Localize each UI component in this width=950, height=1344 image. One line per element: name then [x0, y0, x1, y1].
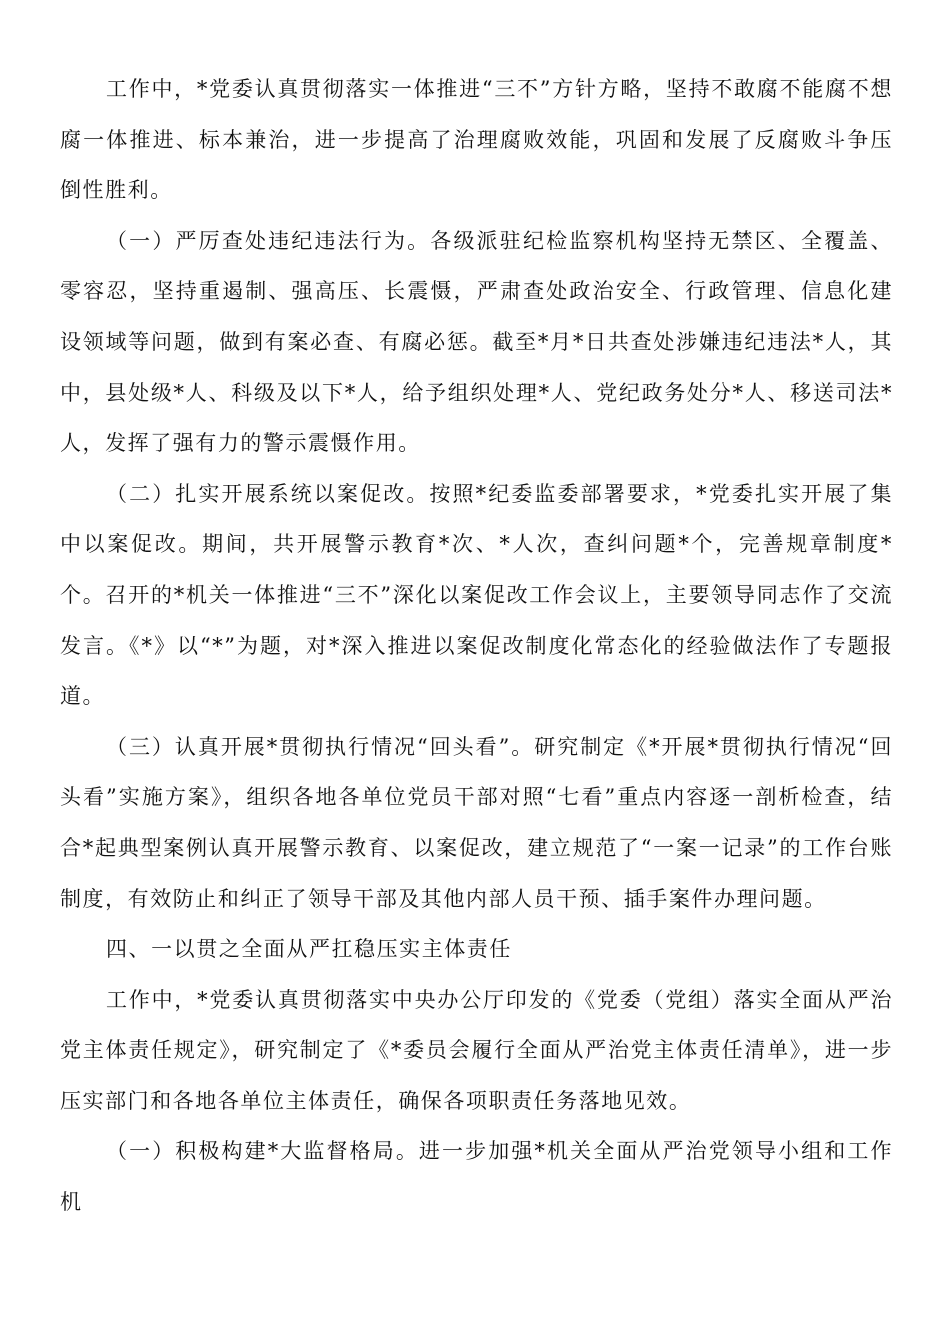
paragraph-item-1: （一）严厉查处违纪违法行为。各级派驻纪检监察机构坚持无禁区、全覆盖、零容忍，坚持重遏制、强高压、长震慑，严肃查处政治安全、行政管理、信息化建设领域等问题，做到有案必查、有腐必惩。截至*月*日共查处涉嫌违纪违法*人，其中，县处级*人、科级及以下*人，给予组织处理*人、党纪政务处分*人、移送司法*人，发挥了强有力的警示震慑作用。 [60, 228, 893, 456]
document-page [60, 64, 893, 1228]
paragraph-item-2: （二）扎实开展系统以案促改。按照*纪委监委部署要求，*党委扎实开展了集中以案促改。期间，共开展警示教育*次、*人次，查纠问题*个，完善规章制度*个。召开的*机关一体推进“三不”深化以案促改工作会议上，主要领导同志作了交流发言。《*》以“*”为题，对*深入推进以案促改制度化常态化的经验做法作了专题报道。 [60, 481, 893, 709]
paragraph-section-item-1: （一）积极构建*大监督格局。进一步加强*机关全面从严治党领导小组和工作机 [60, 1139, 893, 1215]
section-heading: 四、一以贯之全面从严扛稳压实主体责任 [106, 937, 512, 962]
paragraph-item-3: （三）认真开展*贯彻执行情况“回头看”。研究制定《*开展*贯彻执行情况“回头看”实施方案》，组织各地各单位党员干部对照“七看”重点内容逐一剖析检查，结合*起典型案例认真开展警示教育、以案促改，建立规范了“一案一记录”的工作台账制度，有效防止和纠正了领导干部及其他内部人员干预、插手案件办理问题。 [60, 734, 893, 911]
paragraph-intro: 工作中，*党委认真贯彻落实一体推进“三不”方针方略，坚持不敢腐不能腐不想腐一体推进、标本兼治，进一步提高了治理腐败效能，巩固和发展了反腐败斗争压倒性胜利。 [60, 77, 893, 203]
paragraph-section-intro: 工作中，*党委认真贯彻落实中央办公厅印发的《党委（党组）落实全面从严治党主体责任规定》，研究制定了《*委员会履行全面从严治党主体责任清单》，进一步压实部门和各地各单位主体责任，确保各项职责任务落地见效。 [60, 987, 893, 1113]
